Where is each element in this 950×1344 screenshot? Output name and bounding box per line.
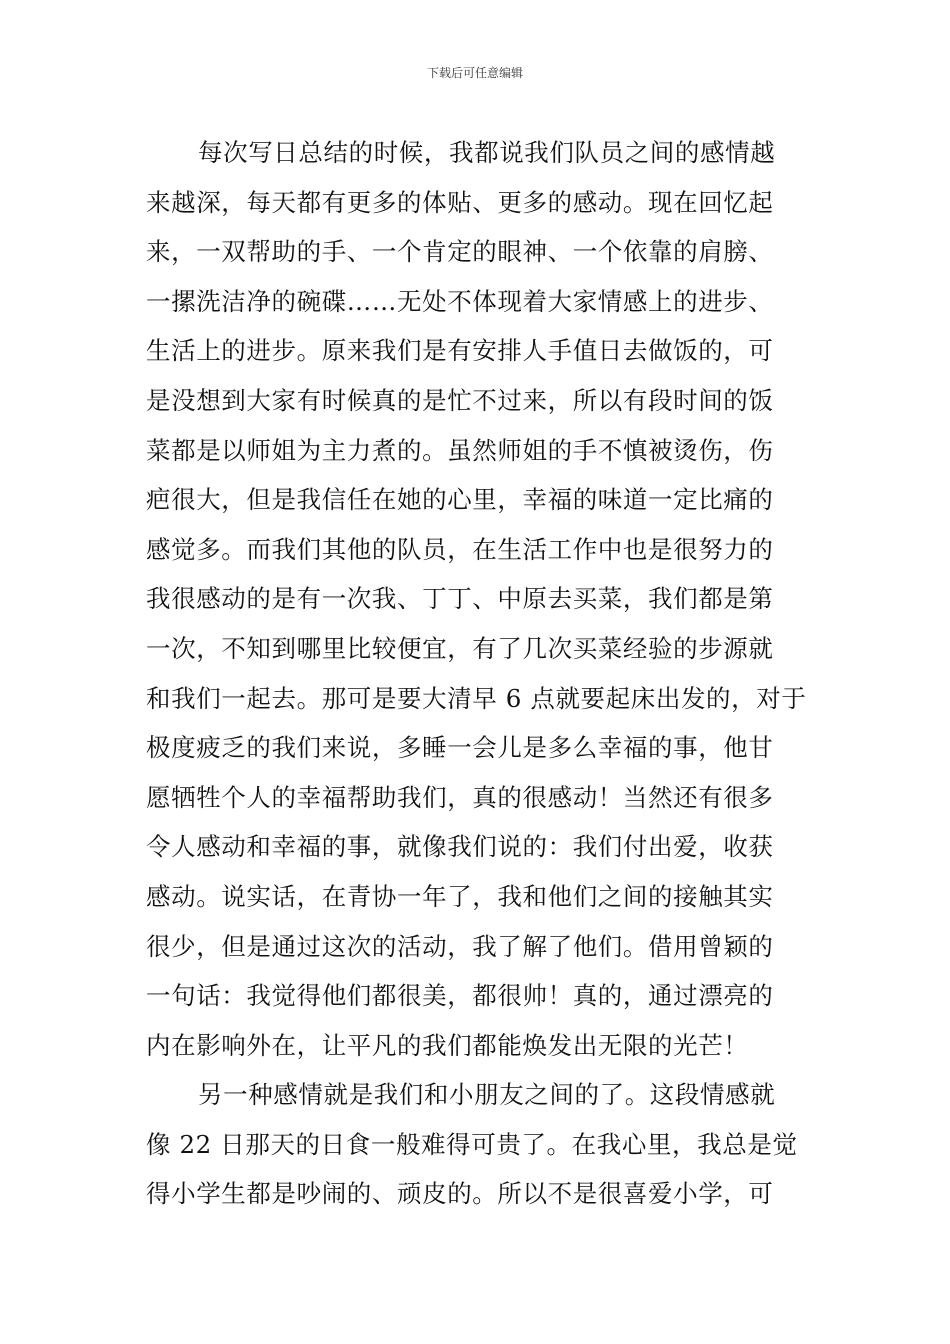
- paragraph-line: 是没想到大家有时候真的是忙不过来，所以有段时间的饭: [146, 385, 774, 415]
- paragraph-line: 每次写日总结的时候，我都说我们队员之间的感情越: [198, 138, 776, 167]
- document-body: [146, 128, 811, 1219]
- page-header: 下载后可任意编辑: [426, 66, 523, 80]
- paragraph-line: 感动。说实话，在青协一年了，我和他们之间的接触其实: [146, 881, 774, 911]
- paragraph-line: 来，一双帮助的手、一个肯定的眼神、一个依靠的肩膀、: [146, 237, 774, 267]
- paragraph-line: 一次，不知到哪里比较便宜，有了几次买菜经验的步源就: [146, 633, 774, 663]
- paragraph-line: 很少，但是通过这次的活动，我了解了他们。借用曾颖的: [146, 931, 774, 961]
- paragraph-line: 疤很大，但是我信任在她的心里，幸福的味道一定比痛的: [146, 485, 774, 515]
- paragraph-line: 得小学生都是吵闹的、顽皮的。所以不是很喜爱小学，可: [146, 1179, 774, 1209]
- paragraph-line: 一摞洗洁净的碗碟……无处不体现着大家情感上的进步、: [146, 286, 774, 316]
- paragraph-line: 和我们一起去。那可是要大清早 6 点就要起床出发的，对于: [146, 683, 807, 713]
- paragraph-line: 菜都是以师姐为主力煮的。虽然师姐的手不慎被烫伤，伤: [146, 435, 774, 465]
- paragraph-line: 像 22 日那天的日食一般难得可贵了。在我心里，我总是觉: [146, 1129, 798, 1159]
- paragraph-line: 内在影响外在，让平凡的我们都能焕发出无限的光芒！: [146, 1030, 749, 1060]
- paragraph-line: 感觉多。而我们其他的队员，在生活工作中也是很努力的: [146, 534, 774, 564]
- paragraph-line: 来越深，每天都有更多的体贴、更多的感动。现在回忆起: [146, 187, 774, 217]
- paragraph-line: 我很感动的是有一次我、丁丁、中原去买菜，我们都是第: [146, 584, 774, 614]
- paragraph-line: 极度疲乏的我们来说，多睡一会儿是多么幸福的事，他甘: [146, 733, 774, 763]
- paragraph-line: 令人感动和幸福的事，就像我们说的：我们付出爱，收获: [146, 832, 774, 862]
- paragraph-line: 愿牺牲个人的幸福帮助我们，真的很感动！当然还有很多: [146, 782, 774, 812]
- paragraph-line: 另一种感情就是我们和小朋友之间的了。这段情感就: [198, 1080, 776, 1110]
- paragraph-line: 一句话：我觉得他们都很美，都很帅！真的，通过漂亮的: [146, 981, 774, 1011]
- paragraph-line: 生活上的进步。原来我们是有安排人手值日去做饭的，可: [146, 336, 774, 366]
